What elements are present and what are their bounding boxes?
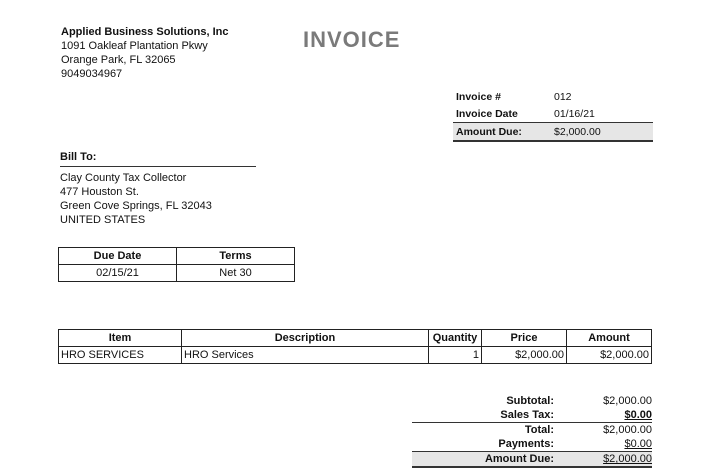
invoice-date-row <box>453 105 653 123</box>
amount-due-value: $2,000.00 <box>554 125 601 138</box>
total-amount-due-label: Amount Due: <box>484 453 554 465</box>
due-date-header: Due Date <box>59 248 177 265</box>
document-title: INVOICE <box>303 27 401 52</box>
bill-to-label: Bill To: <box>60 150 256 167</box>
terms-value: Net 30 <box>177 265 295 282</box>
due-date-value: 02/15/21 <box>59 265 177 282</box>
item-header: Item <box>59 330 182 347</box>
description-cell: HRO Services <box>182 347 429 364</box>
totals-block <box>412 394 652 468</box>
terms-table <box>58 247 295 282</box>
invoice-number: 012 <box>554 90 572 103</box>
invoice-meta <box>453 88 653 142</box>
total-row <box>412 423 652 437</box>
subtotal-label: Subtotal: <box>506 395 554 407</box>
payments-label: Payments: <box>498 438 554 450</box>
company-address-line1: 1091 Oakleaf Plantation Pkwy <box>61 40 208 52</box>
company-address-line2: Orange Park, FL 32065 <box>61 54 176 66</box>
item-cell: HRO SERVICES <box>59 347 182 364</box>
amount-due-row <box>453 123 653 142</box>
description-header: Description <box>182 330 429 347</box>
quantity-header: Quantity <box>429 330 482 347</box>
company-phone: 9049034967 <box>61 68 123 80</box>
amount-due-label: Amount Due: <box>456 125 522 138</box>
payments-value: $0.00 <box>624 438 652 450</box>
company-block <box>61 25 228 81</box>
quantity-cell: 1 <box>429 347 482 364</box>
bill-to-line4: UNITED STATES <box>60 214 146 226</box>
sales-tax-row <box>412 408 652 423</box>
subtotal-row <box>412 394 652 408</box>
total-label: Total: <box>524 424 554 436</box>
price-header: Price <box>482 330 567 347</box>
table-row <box>59 347 652 364</box>
amount-cell: $2,000.00 <box>567 347 652 364</box>
total-value: $2,000.00 <box>603 424 652 436</box>
sales-tax-value: $0.00 <box>624 409 652 421</box>
invoice-number-label: Invoice # <box>456 90 501 103</box>
bill-to-line3: Green Cove Springs, FL 32043 <box>60 200 212 212</box>
bill-to-line2: 477 Houston St. <box>60 186 139 198</box>
invoice-date: 01/16/21 <box>554 107 595 120</box>
invoice-date-label: Invoice Date <box>456 107 518 120</box>
amount-header: Amount <box>567 330 652 347</box>
invoice-number-row <box>453 88 653 105</box>
sales-tax-label: Sales Tax: <box>500 409 554 421</box>
payments-row <box>412 437 652 452</box>
terms-header: Terms <box>177 248 295 265</box>
total-amount-due-value: $2,000.00 <box>603 453 652 465</box>
price-cell: $2,000.00 <box>482 347 567 364</box>
items-header-row <box>59 330 652 347</box>
bill-to-line1: Clay County Tax Collector <box>60 172 187 184</box>
bill-to-block <box>60 150 256 227</box>
subtotal-value: $2,000.00 <box>603 395 652 407</box>
company-name: Applied Business Solutions, Inc <box>61 26 229 38</box>
items-table <box>58 329 652 364</box>
total-amount-due-row <box>412 452 652 468</box>
